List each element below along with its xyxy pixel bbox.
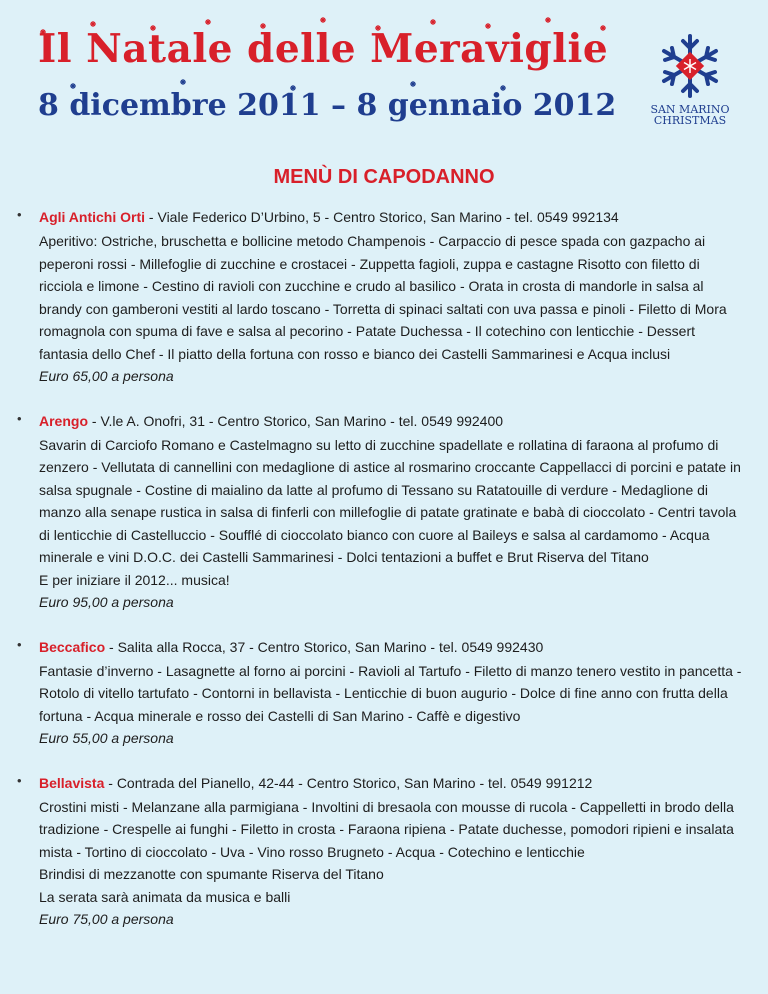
bullet-icon: •: [17, 636, 22, 652]
restaurant-entry: [0, 410, 768, 614]
page-title: MENÙ DI CAPODANNO: [273, 166, 495, 188]
restaurant-header: [39, 206, 744, 228]
restaurant-note: La serata sarà animata da musica e balli: [39, 888, 291, 905]
restaurant-address: - Contrada del Pianello, 42-44 - Centro Storico, San Marino - tel. 0549 991212: [104, 774, 593, 791]
restaurant-name: Beccafico: [39, 638, 106, 655]
restaurant-header: [39, 636, 744, 658]
san-marino-christmas-logo: [648, 34, 732, 128]
restaurant-note: E per iniziare il 2012... musica!: [39, 571, 230, 588]
event-dates: 8 dicembre 2011 – 8 gennaio 2012: [38, 88, 617, 123]
restaurant-price: Euro 95,00 a persona: [39, 594, 174, 610]
snowflake-icon: [648, 34, 732, 100]
restaurant-address: - V.le A. Onofri, 31 - Centro Storico, San Marino - tel. 0549 992400: [88, 412, 504, 429]
logo-line-1: SAN MARINO: [650, 103, 730, 116]
restaurant-entry: [0, 636, 768, 750]
restaurant-name: Bellavista: [39, 774, 105, 791]
restaurant-note: Brindisi di mezzanotte con spumante Riserva del Titano: [39, 866, 384, 882]
restaurant-name: Agli Antichi Orti: [39, 209, 146, 225]
restaurant-entry: [0, 206, 768, 388]
bullet-icon: •: [17, 207, 22, 222]
restaurant-menu: Crostini misti - Melanzane alla parmigiana - Involtini di bresaola con mousse di rucola - Cappelletti in brodo della tradizione - Crespelle ai funghi - Filetto in crosta - Faraona ripiena - Patate duchesse, pomodori ripieni e insalata mista - Tortino di cioccolato - Uva - Vino rosso Brugneto - Acqua - Cotechino e lenticchie: [39, 798, 734, 860]
restaurant-name: Arengo: [39, 412, 88, 429]
bullet-icon: •: [17, 410, 22, 426]
event-title: Il Natale delle Meraviglie: [38, 26, 609, 72]
restaurant-price: Euro 65,00 a persona: [39, 368, 174, 384]
restaurant-menu: Aperitivo: Ostriche, bruschetta e bollicine metodo Champenois - Carpaccio di pesce spada con gazpacho ai peperoni rossi - Millefoglie di zucchine e crostacei - Zuppetta fagioli, zuppa e castagne Risotto con filetto di ricciola e limone - Cestino di ravioli con zucchine e crudo al basilico - Orata in crosta di mandorle in salsa al brandy con gamberoni vestiti al lardo toscano - Torretta di spinaci saltati con uva passa e pinoli - Filetto di Mora romagnola con spuma di fave e salsa al pecorino - Patate Duchessa - Il cotechino con lenticchie - Dessert fantasia dello Chef - Il piatto della fortuna con rosso e bianco dei Castelli Sammarinesi e Acqua inclusi: [39, 233, 727, 362]
logo-line-2: CHRISTMAS: [653, 114, 727, 127]
restaurant-entry: [0, 772, 768, 931]
restaurant-header: [39, 410, 744, 432]
page-header: [0, 0, 768, 150]
restaurant-address: - Salita alla Rocca, 37 - Centro Storico, San Marino - tel. 0549 992430: [105, 638, 544, 655]
restaurant-menu: Savarin di Carciofo Romano e Castelmagno su letto di zucchine spadellate e rollatina di faraona al profumo di zenzero - Vellutata di cannellini con medaglione di astice al rosmarino croccante Cappellacci di porcini e patate in salsa spugnale - Costine di maialino da latte al profumo di Tessano su Ratatouille di verdure - Medaglione di manzo alla senape rustica in salsa di finferli con millefoglie di patate gratinate e babà di cioccolato - Centri tavola di lenticchie di Castelluccio - Soufflé di cioccolato bianco con cuore al Baileys e salsa al cardamomo - Acqua minerale e vini D.O.C. dei Castelli Sammarinesi - Dolci tentazioni a buffet e Brut Riserva del Titano: [39, 436, 741, 565]
restaurant-price: Euro 55,00 a persona: [39, 730, 174, 746]
restaurant-header: [39, 772, 744, 794]
restaurant-menu: Fantasie d’inverno - Lasagnette al forno ai porcini - Ravioli al Tartufo - Filetto di manzo tenero vestito in pancetta - Rotolo di vitello tartufato - Contorni in bellavista - Lenticchie di buon augurio - Dolce di fine anno con frutta della fortuna - Acqua minerale e rosso dei Castelli di San Marino - Caffè e digestivo: [39, 662, 742, 724]
restaurant-address: - Viale Federico D’Urbino, 5 - Centro Storico, San Marino - tel. 0549 992134: [145, 209, 619, 225]
restaurant-price: Euro 75,00 a persona: [39, 911, 174, 927]
bullet-icon: •: [17, 772, 22, 788]
restaurant-list: [0, 206, 768, 953]
